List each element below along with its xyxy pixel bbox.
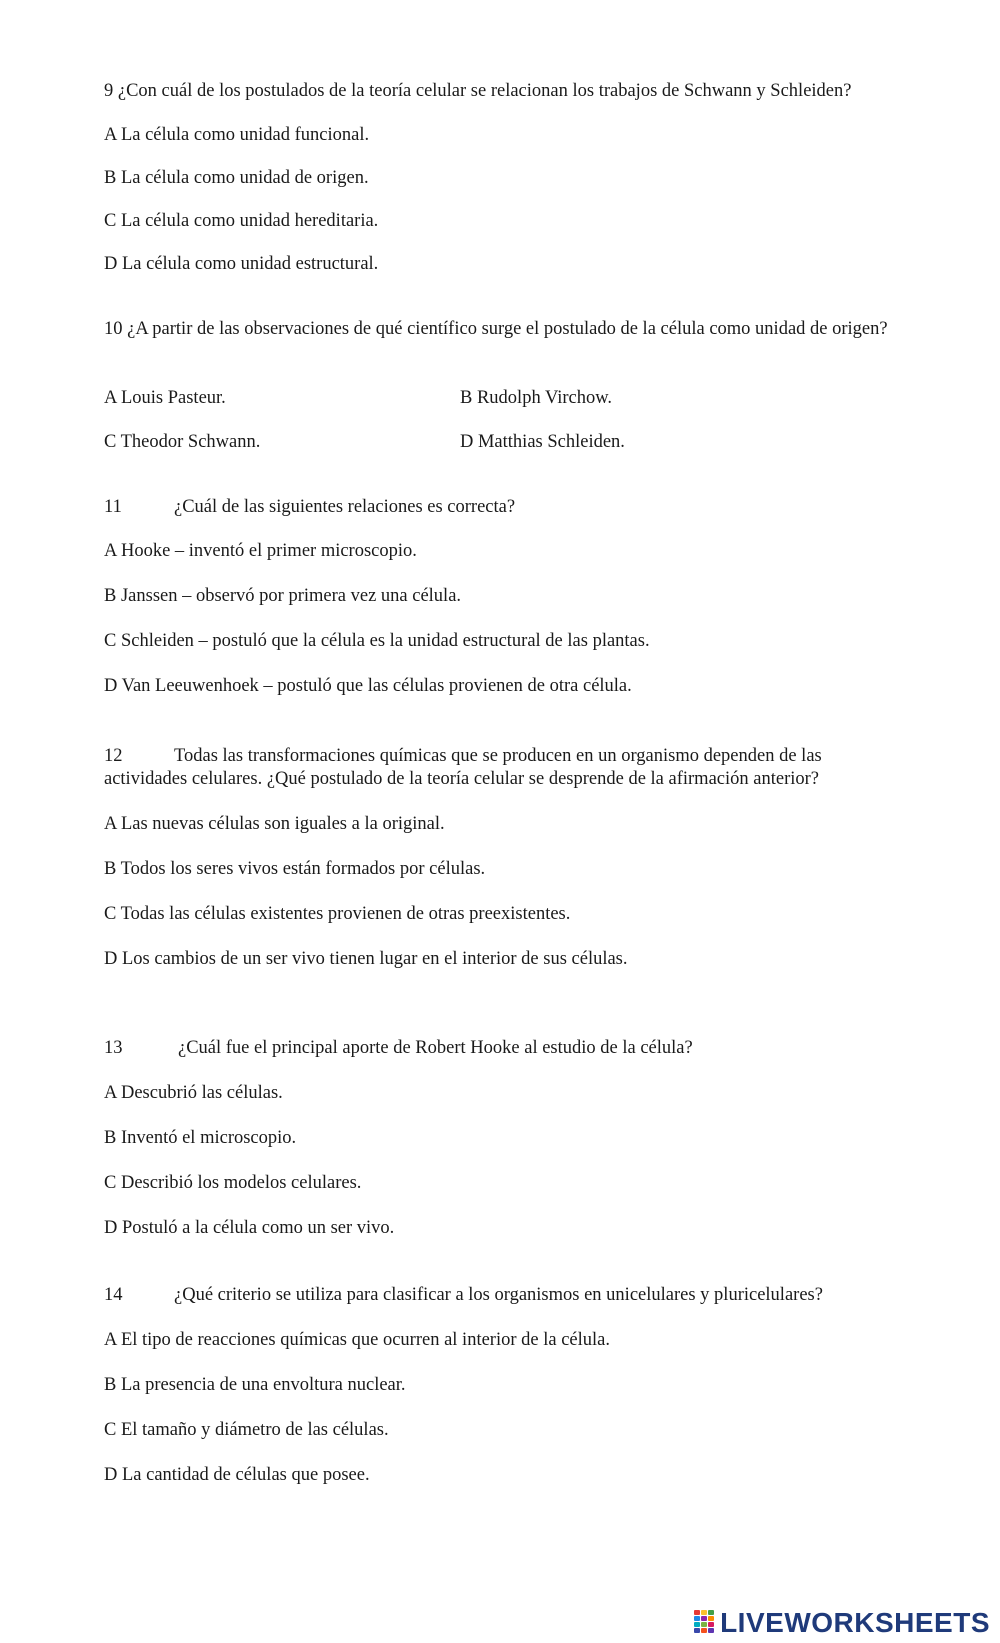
question-text: Todas las transformaciones químicas que se producen en un organismo dependen de las <box>174 746 822 766</box>
q9-option-d: D La célula como unidad estructural. <box>104 254 379 274</box>
q9-option-a: A La célula como unidad funcional. <box>104 125 370 145</box>
q11-option-d: D Van Leeuwenhoek – postuló que las células provienen de otra célula. <box>104 676 632 696</box>
question-number: 14 <box>104 1285 123 1305</box>
question-9: 9 ¿Con cuál de los postulados de la teoría celular se relacionan los trabajos de Schwann y Schleiden? <box>104 81 852 101</box>
q10-option-b: B Rudolph Virchow. <box>460 388 613 408</box>
logo-grid-cell <box>694 1616 700 1621</box>
q12-option-d: D Los cambios de un ser vivo tienen lugar en el interior de sus células. <box>104 949 628 969</box>
q11-option-a: A Hooke – inventó el primer microscopio. <box>104 541 417 561</box>
logo-grid-cell <box>694 1628 700 1633</box>
question-13 <box>104 1037 693 1059</box>
question-text: ¿Cuál fue el principal aporte de Robert Hooke al estudio de la célula? <box>178 1038 693 1058</box>
question-10: 10 ¿A partir de las observaciones de qué científico surge el postulado de la célula como unidad de origen? <box>104 319 888 339</box>
question-number: 13 <box>104 1038 123 1058</box>
logo-grid-cell <box>708 1622 714 1627</box>
logo-grid-cell <box>701 1628 707 1633</box>
question-14 <box>104 1284 823 1306</box>
liveworksheets-logo <box>694 1605 990 1641</box>
logo-grid-cell <box>701 1616 707 1621</box>
q9-option-c: C La célula como unidad hereditaria. <box>104 211 379 231</box>
q12-option-c: C Todas las células existentes provienen de otras preexistentes. <box>104 904 571 924</box>
q13-option-d: D Postuló a la célula como un ser vivo. <box>104 1218 395 1238</box>
q10-option-c: C Theodor Schwann. <box>104 432 261 452</box>
q10-option-d: D Matthias Schleiden. <box>460 432 625 452</box>
q12-option-b: B Todos los seres vivos están formados por células. <box>104 859 486 879</box>
q13-option-c: C Describió los modelos celulares. <box>104 1173 362 1193</box>
question-12-line-1 <box>104 745 822 767</box>
question-text: ¿Qué criterio se utiliza para clasificar a los organismos en unicelulares y pluricelulares? <box>174 1285 823 1305</box>
q14-option-a: A El tipo de reacciones químicas que ocurren al interior de la célula. <box>104 1330 610 1350</box>
question-12-line-2: actividades celulares. ¿Qué postulado de la teoría celular se desprende de la afirmación anterior? <box>104 769 819 789</box>
q11-option-b: B Janssen – observó por primera vez una célula. <box>104 586 462 606</box>
q14-option-b: B La presencia de una envoltura nuclear. <box>104 1375 406 1395</box>
question-text: ¿Cuál de las siguientes relaciones es correcta? <box>174 497 516 517</box>
logo-grid-cell <box>708 1628 714 1633</box>
logo-grid-cell <box>694 1610 700 1615</box>
q12-option-a: A Las nuevas células son iguales a la original. <box>104 814 445 834</box>
logo-grid-cell <box>694 1622 700 1627</box>
q14-option-d: D La cantidad de células que posee. <box>104 1465 370 1485</box>
q9-option-b: B La célula como unidad de origen. <box>104 168 369 188</box>
q13-option-a: A Descubrió las células. <box>104 1083 283 1103</box>
logo-grid-cell <box>708 1616 714 1621</box>
q11-option-c: C Schleiden – postuló que la célula es la unidad estructural de las plantas. <box>104 631 650 651</box>
question-number: 12 <box>104 746 123 766</box>
q10-option-a: A Louis Pasteur. <box>104 388 226 408</box>
logo-grid-cell <box>701 1622 707 1627</box>
logo-grid-icon <box>694 1610 716 1636</box>
q13-option-b: B Inventó el microscopio. <box>104 1128 297 1148</box>
logo-grid-cell <box>708 1610 714 1615</box>
q14-option-c: C El tamaño y diámetro de las células. <box>104 1420 389 1440</box>
logo-text: LIVEWORKSHEETS <box>720 1607 990 1638</box>
logo-grid-cell <box>701 1610 707 1615</box>
question-11 <box>104 496 515 518</box>
question-number: 11 <box>104 497 122 517</box>
